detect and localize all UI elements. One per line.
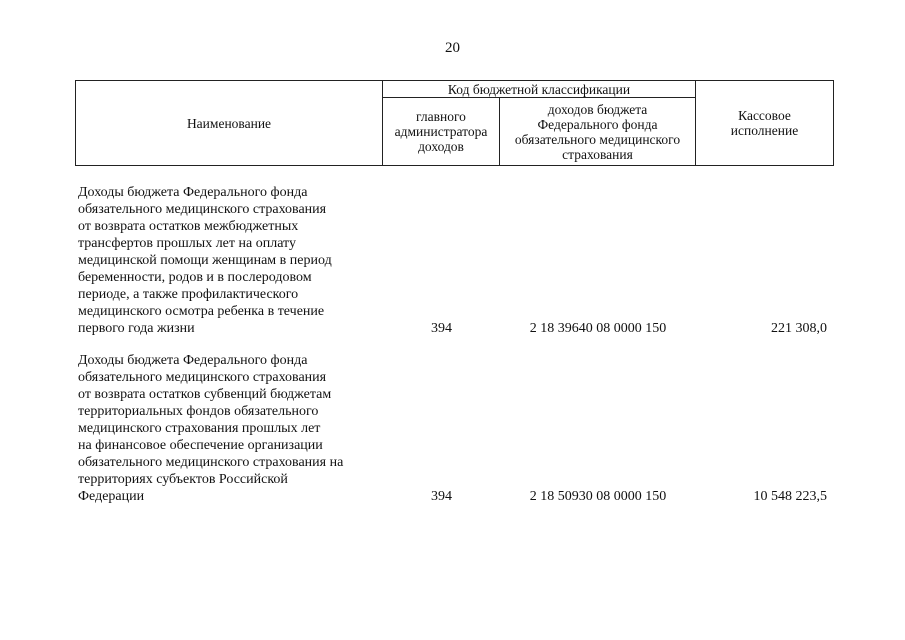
row-name-line: Доходы бюджета Федерального фонда — [78, 185, 308, 200]
page-number: 20 — [445, 40, 460, 56]
row-name — [78, 352, 378, 505]
row-name-line: от возврата остатков субвенций бюджетам — [78, 387, 332, 402]
row-name-line: периоде, а также профилактического — [78, 287, 299, 302]
row-name-line: территориях субъектов Российской — [78, 472, 288, 487]
row-name-line: медицинского страхования прошлых лет — [78, 421, 321, 436]
row-name-line: территориальных фондов обязательного — [78, 404, 319, 419]
header-chief-admin-label: главного администратора доходов — [394, 109, 488, 154]
row-amount: 221 308,0 — [771, 321, 827, 336]
row-name-line: первого года жизни — [78, 321, 195, 336]
row-name-line: Доходы бюджета Федерального фонда — [78, 353, 308, 368]
table-header — [75, 80, 834, 166]
row-admin-code: 394 — [431, 489, 452, 504]
row-name-line: Федерации — [78, 489, 145, 504]
row-admin-code: 394 — [431, 321, 452, 336]
row-name-line: от возврата остатков межбюджетных — [78, 219, 299, 234]
row-amount: 10 548 223,5 — [753, 489, 827, 504]
row-kbk-code: 2 18 39640 08 0000 150 — [529, 321, 667, 336]
row-name-line: беременности, родов и в послеродовом — [78, 270, 312, 285]
row-name-line: на финансовое обеспечение организации — [78, 438, 323, 453]
header-classification-code: Код бюджетной классификации — [383, 81, 696, 98]
row-name-line: обязательного медицинского страхования на — [78, 455, 344, 470]
header-name: Наименование — [76, 81, 383, 166]
header-cash-execution — [696, 81, 834, 166]
row-kbk-code: 2 18 50930 08 0000 150 — [529, 489, 667, 504]
row-name — [78, 184, 378, 337]
header-cash-execution-label: Кассовое исполнение — [730, 108, 799, 138]
header-budget-revenue-label: доходов бюджета Федерального фонда обязательного медицинского страхования — [514, 101, 681, 162]
header-budget-revenue — [500, 98, 696, 166]
header-chief-admin — [383, 98, 500, 166]
row-name-line: медицинского осмотра ребенка в течение — [78, 304, 325, 319]
row-name-line: трансфертов прошлых лет на оплату — [78, 236, 296, 251]
row-name-line: обязательного медицинского страхования — [78, 202, 327, 217]
row-name-line: медицинской помощи женщинам в период — [78, 253, 332, 268]
row-name-line: обязательного медицинского страхования — [78, 370, 327, 385]
